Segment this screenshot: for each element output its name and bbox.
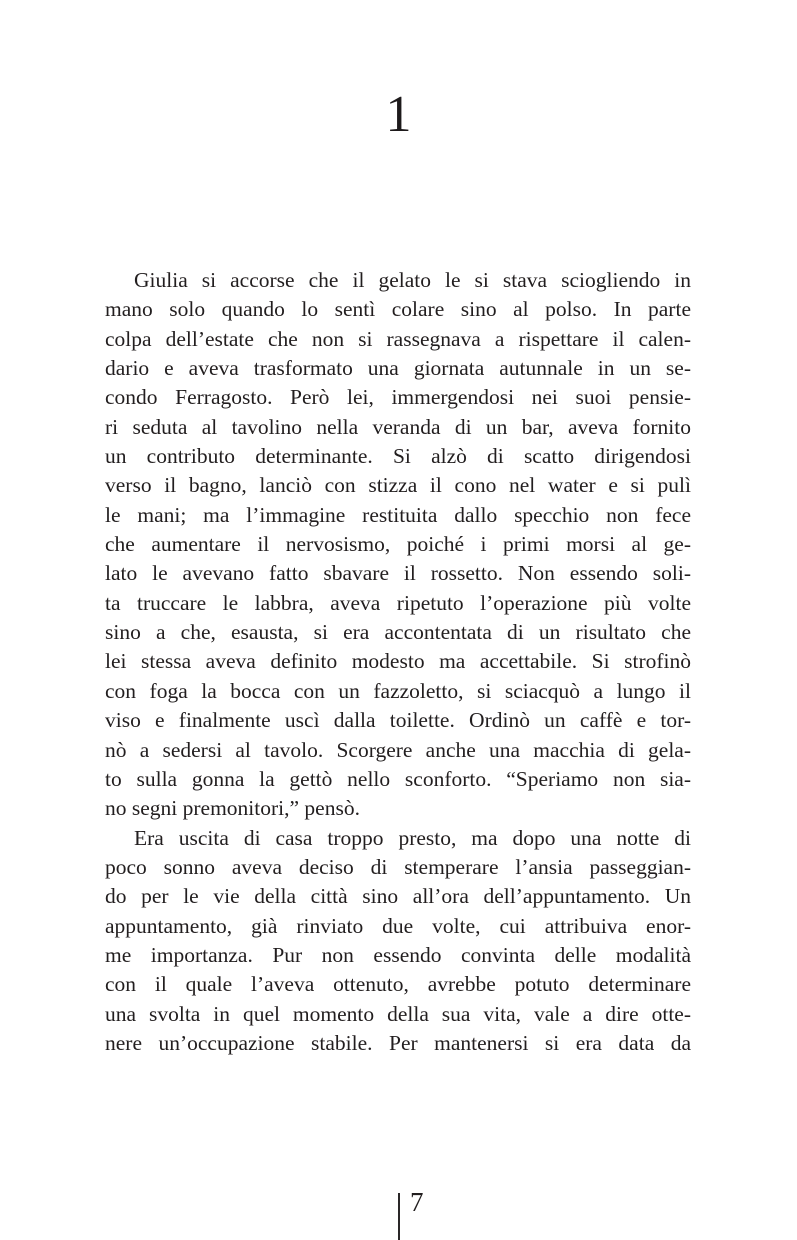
text-line: me importanza. Pur non essendo convinta delle modalità	[105, 942, 691, 967]
page-number: 7	[410, 1187, 424, 1217]
chapter-number: 1	[385, 86, 412, 143]
text-line: un contributo determinante. Si alzò di scatto dirigendosi	[105, 444, 691, 469]
text-line: do per le vie della città sino all’ora dell’appuntamento. Un	[105, 884, 691, 909]
text-line: sino a che, esausta, si era accontentata di un risultato che	[105, 620, 691, 645]
text-line: lei stessa aveva definito modesto ma accettabile. Si strofinò	[105, 649, 691, 674]
text-line: condo Ferragosto. Però lei, immergendosi nei suoi pensie-	[105, 385, 691, 410]
text-line: viso e finalmente uscì dalla toilette. Ordinò un caffè e tor-	[105, 708, 691, 733]
text-line: nere un’occupazione stabile. Per mantenersi si era data da	[105, 1030, 691, 1055]
text-line: verso il bagno, lanciò con stizza il cono nel water e si pulì	[105, 473, 691, 498]
text-line: con il quale l’aveva ottenuto, avrebbe potuto determinare	[105, 972, 691, 997]
text-line: con foga la bocca con un fazzoletto, si sciacquò a lungo il	[105, 678, 691, 703]
text-line: poco sonno aveva deciso di stemperare l’ansia passeggian-	[105, 854, 691, 879]
text-line: colpa dell’estate che non si rassegnava a rispettare il calen-	[105, 326, 691, 351]
text-line: le mani; ma l’immagine restituita dallo specchio non fece	[105, 502, 691, 527]
text-line: una svolta in quel momento della sua vita, vale a dire otte-	[105, 1001, 691, 1026]
text-line: nò a sedersi al tavolo. Scorgere anche una macchia di gela-	[105, 737, 691, 762]
text-line: Giulia si accorse che il gelato le si stava sciogliendo in	[134, 268, 691, 292]
text-line: mano solo quando lo sentì colare sino al polso. In parte	[105, 297, 691, 322]
text-line: che aumentare il nervosismo, poiché i primi morsi al ge-	[105, 532, 691, 557]
text-line: dario e aveva trasformato una giornata autunnale in un se-	[105, 356, 691, 381]
text-line: to sulla gonna la gettò nello sconforto. “Speriamo non sia-	[105, 766, 691, 791]
text-line: appuntamento, già rinviato due volte, cui attribuiva enor-	[105, 913, 691, 938]
text-line: Era uscita di casa troppo presto, ma dopo una notte di	[134, 825, 691, 850]
text-line: ta truccare le labbra, aveva ripetuto l’operazione più volte	[105, 590, 691, 615]
text-line: ri seduta al tavolino nella veranda di un bar, aveva fornito	[105, 414, 691, 439]
body-text	[105, 266, 691, 1058]
footer-rule	[398, 1193, 400, 1240]
text-line: lato le avevano fatto sbavare il rossetto. Non essendo soli-	[105, 561, 691, 586]
text-line: no segni premonitori,” pensò.	[105, 796, 360, 821]
